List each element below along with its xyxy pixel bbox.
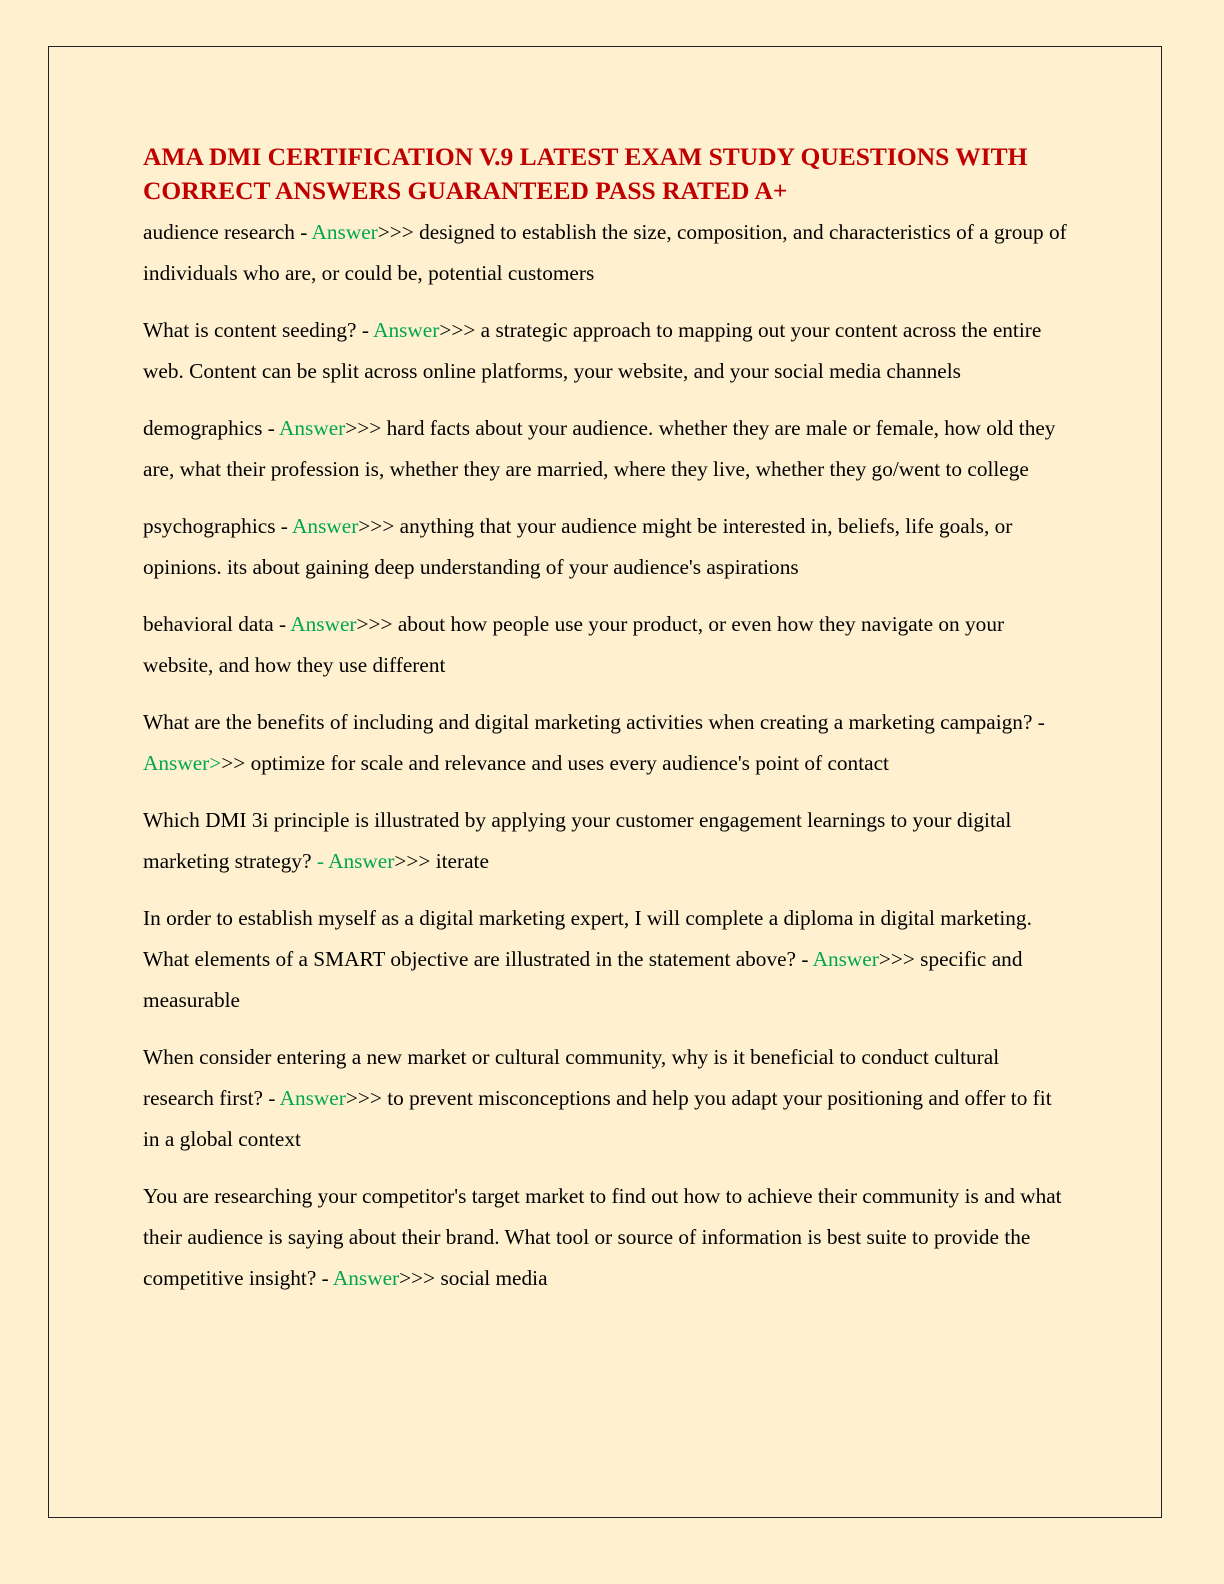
answer-text: >> optimize for scale and relevance and uses every audience's point of contact (221, 751, 889, 775)
qa-item (143, 800, 1073, 882)
answer-text: >>> social media (399, 1266, 548, 1290)
answer-text: >>> iterate (394, 849, 489, 873)
question-text: audience research - (143, 220, 312, 244)
answer-label: Answer (332, 1266, 400, 1290)
qa-item (143, 1037, 1073, 1160)
qa-item (143, 408, 1073, 490)
answer-text: >>> about how people use your product, or even how they navigate on your website, and how they use different (143, 612, 1005, 677)
answer-text: >>> to prevent misconceptions and help you adapt your positioning and offer to fit in a global context (143, 1086, 1052, 1151)
answer-text: >>> designed to establish the size, composition, and characteristics of a group of individuals who are, or could be, potential customers (143, 220, 1067, 285)
qa-list (143, 212, 1073, 1299)
answer-label: - Answer (316, 849, 395, 873)
question-text: demographics - (143, 416, 280, 440)
answer-text: >>> a strategic approach to mapping out your content across the entire web. Content can be split across online platforms, your website, and your social media channels (143, 318, 1042, 383)
answer-label: Answer (290, 612, 357, 636)
answer-text: >>> anything that your audience might be interested in, beliefs, life goals, or opinions. its about gaining deep understanding of your audience's aspirations (143, 514, 1013, 579)
qa-item (143, 898, 1073, 1021)
answer-label: Answer (373, 318, 440, 342)
qa-item (143, 604, 1073, 686)
document-body (143, 140, 1073, 1315)
question-text: Which DMI 3i principle is illustrated by applying your customer engagement learnings to your digital marketing strategy? (143, 808, 1012, 873)
answer-label: Answer (279, 1086, 346, 1110)
answer-label: Answer (292, 514, 359, 538)
question-text: behavioral data - (143, 612, 291, 636)
question-text: You are researching your competitor's target market to find out how to achieve their community is and what their audience is saying about their brand. What tool or source of information is best suite to provide the competitive insight? - (143, 1184, 1062, 1290)
qa-item (143, 506, 1073, 588)
question-text: In order to establish myself as a digital marketing expert, I will complete a diploma in digital marketing. What elements of a SMART objective are illustrated in the statement above? - (143, 906, 1032, 971)
qa-item (143, 212, 1073, 294)
qa-item (143, 310, 1073, 392)
answer-label: Answer (812, 947, 879, 971)
qa-item (143, 702, 1073, 784)
question-text: What are the benefits of including and digital marketing activities when creating a marketing campaign? - (143, 710, 1045, 734)
qa-item (143, 1176, 1073, 1299)
answer-label: Answer (311, 220, 378, 244)
answer-label: Answer> (143, 751, 222, 775)
answer-text: >>> specific and measurable (143, 947, 1023, 1012)
question-text: What is content seeding? - (143, 318, 374, 342)
question-text: psychographics - (143, 514, 293, 538)
document-title: AMA DMI CERTIFICATION V.9 LATEST EXAM STUDY QUESTIONS WITH CORRECT ANSWERS GUARANTEED PASS RATED A+ (143, 142, 1028, 205)
answer-label: Answer (279, 416, 346, 440)
answer-text: >>> hard facts about your audience. whether they are male or female, how old they are, what their profession is, whether they are married, where they live, whether they go/went to college (143, 416, 1056, 481)
question-text: When consider entering a new market or cultural community, why is it beneficial to conduct cultural research first? - (143, 1045, 1000, 1110)
